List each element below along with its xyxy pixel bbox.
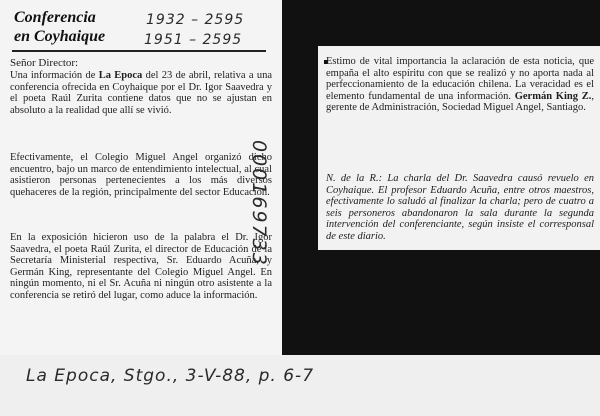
headline-rule xyxy=(12,50,266,52)
handwritten-date-bottom: 1951 – 2595 xyxy=(144,32,243,48)
newspaper-name: La Epoca xyxy=(98,70,143,81)
letter-paragraph-1 xyxy=(10,70,272,116)
headline-line-2: en Coyhaique xyxy=(14,28,106,45)
closing-text-a: Estimo de vital importancia la aclaración de esta noticia, que empaña el alto espíritu con que se realizó y no aporta nada al perfeccionamiento de la educación chilena. La veracidad es el elemento fundamental de una información. xyxy=(326,56,594,102)
handwritten-source-citation: La Epoca, Stgo., 3-V-88, p. 6-7 xyxy=(26,366,315,386)
closing-text-b: , gerente de Administración, Sociedad Miguel Angel, Santiago. xyxy=(326,90,594,114)
handwritten-date-top: 1932 – 2595 xyxy=(146,12,245,28)
article-headline xyxy=(14,8,149,46)
p1-text-a: Una información de xyxy=(10,70,99,81)
letter-closing-paragraph xyxy=(326,56,594,114)
letter-signature: Germán King Z. xyxy=(514,90,592,102)
letter-paragraph-3: En la exposición hicieron uso de la palabra el Dr. Igor Saavedra, el poeta Raúl Zurita, el director de Educación de la Secretaría Ministerial respectiva, Sr. Eduardo Acuña, y Germán King, representante del Colegio Miguel Angel. En ningún momento, ni el Sr. Acuña ni ningún otro asistente a la conferencia se retiró del lugar, como aduce la información. xyxy=(10,232,272,301)
letter-salutation: Señor Director: xyxy=(10,57,79,69)
handwritten-catalog-id: 000169733 xyxy=(248,140,270,267)
letter-paragraph-2: Efectivamente, el Colegio Miguel Angel organizó dicho encuentro, bajo un marco de entendimiento intelectual, al cual asistieron personas pertenecientes a los más diversos quehaceres de la región, principalmente del sector Educación. xyxy=(10,152,272,198)
editor-note: N. de la R.: La charla del Dr. Saavedra causó revuelo en Coyhaique. El profesor Eduardo Acuña, entre otros maestros, efectivamente lo saludó al finalizar la charla; pero de cuatro a seis personeros abandonaron la sala durante la segunda intervención del conferenciante, según insiste el corresponsal de este diario. xyxy=(326,173,594,242)
p1-text-b: del 23 de abril, relativa a una conferencia ofrecida en Coyhaique por el Dr. Igor Saavedra y el poeta Raúl Zurita contiene datos que no se ajustan en absoluto a la realidad que allí se vivió. xyxy=(10,70,272,116)
headline-line-1: Conferencia xyxy=(14,9,96,26)
